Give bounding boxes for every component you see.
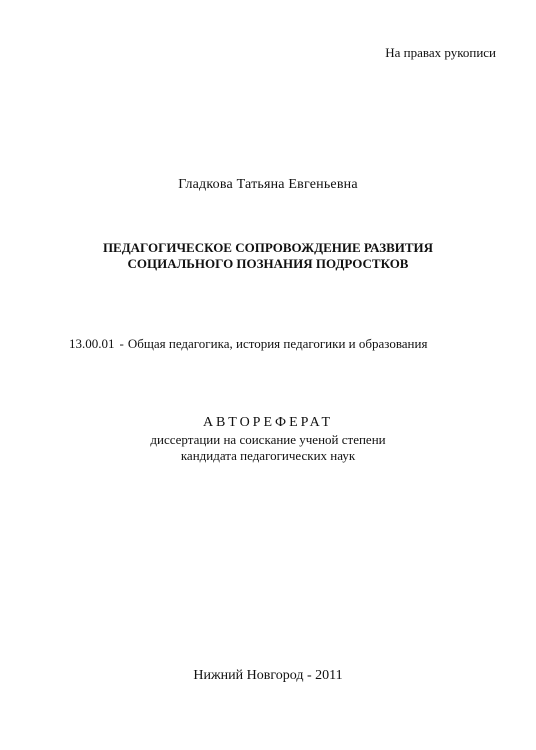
author-name: Гладкова Татьяна Евгеньевна — [178, 177, 358, 192]
place-year: Нижний Новгород - 2011 — [193, 668, 343, 683]
dissertation-title — [0, 240, 536, 272]
abstract-line: диссертации на соискание ученой степени — [150, 432, 386, 447]
specialty-code: 13.00.01 — [69, 336, 115, 351]
title-line: СОЦИАЛЬНОГО ПОЗНАНИЯ ПОДРОСТКОВ — [127, 256, 409, 271]
specialty-line — [69, 336, 427, 352]
abstract-block — [0, 414, 536, 464]
abstract-line: кандидата педагогических наук — [180, 448, 356, 463]
abstract-heading: АВТОРЕФЕРАТ — [202, 415, 334, 430]
specialty-name: Общая педагогика, история педагогики и образования — [127, 336, 428, 351]
rights-note: На правах рукописи — [385, 45, 496, 60]
title-line: ПЕДАГОГИЧЕСКОЕ СОПРОВОЖДЕНИЕ РАЗВИТИЯ — [102, 240, 434, 255]
specialty-separator: - — [119, 336, 124, 351]
